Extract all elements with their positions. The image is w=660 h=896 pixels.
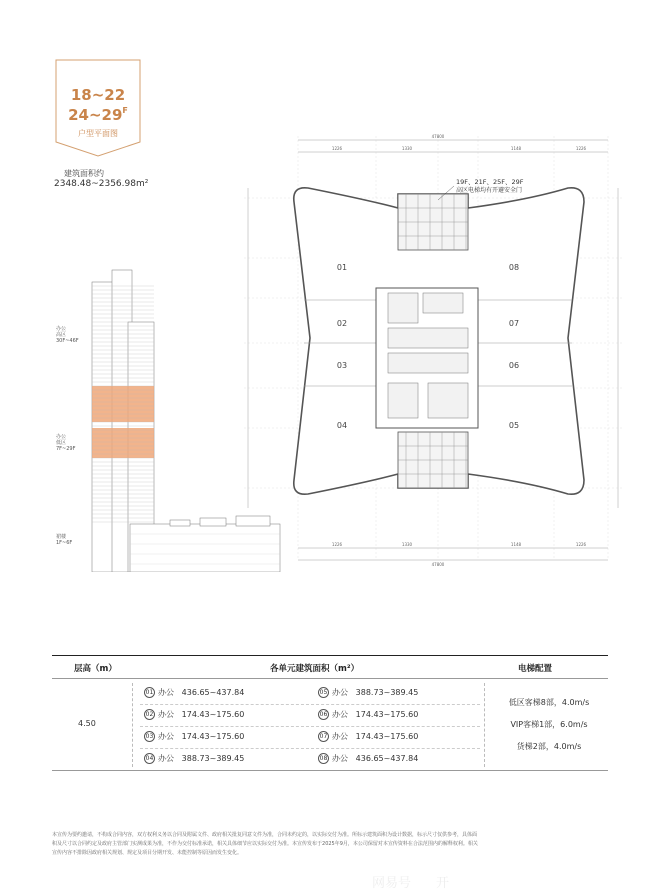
top-dim-3: 1148 (510, 146, 522, 151)
disclaimer-line2: 积及尺寸以合同约定及政府主管部门实测成果为准，不作为交付标准承诺，相关具体细节应以实际交付为准。本宣传发布于2025年9月，本公司保留对本宣传资料在合法范围内的解释权利。相关 (52, 841, 478, 847)
unit-row-06: 06 办公 174.43~175.60 (319, 710, 419, 719)
zone-high: 办公 高区 30F~46F (56, 326, 79, 344)
elevator-vip: VIP客梯1部，6.0m/s (510, 720, 588, 729)
unit-row-02: 02 办公 174.43~175.60 (145, 710, 245, 719)
zone-low: 办公 低区 7F~29F (56, 434, 76, 452)
top-total-dim: 47800 (431, 134, 445, 139)
unit-row-01: 01 办公 436.65~437.84 (145, 688, 245, 697)
unit-label-02: 02 (336, 319, 348, 328)
unit-row-03: 03 办公 174.43~175.60 (145, 732, 245, 741)
unit-row-08: 08 办公 436.65~437.84 (319, 754, 419, 763)
header-unit-area: 各单元建筑面积（m²） (270, 664, 360, 674)
unit-row-04: 04 办公 388.73~389.45 (145, 754, 245, 763)
table-body (52, 679, 608, 771)
floor-plan (238, 128, 638, 568)
unit-label-08: 08 (508, 263, 520, 272)
bottom-dim-4: 1226 (575, 542, 587, 547)
watermark-part3: 搜狐号@搜狐焦点衡山站 (464, 874, 597, 888)
watermark-part1: 网易号 (372, 876, 412, 891)
area-label: 建筑面积约 (64, 169, 104, 178)
top-dim-4: 1226 (575, 146, 587, 151)
unit-row-07: 07 办公 174.43~175.60 (319, 732, 419, 741)
bottom-dim-1: 1226 (331, 542, 343, 547)
watermark (368, 864, 660, 896)
elevator-low: 低区客梯8部，4.0m/s (508, 698, 590, 707)
floor-height-value: 4.50 (78, 719, 96, 728)
plan-annotation-line1: 19F、21F、25F、29F (456, 178, 524, 186)
unit-label-06: 06 (508, 361, 520, 370)
badge-subtitle: 户型平面图 (78, 129, 118, 138)
area-value: 2348.48~2356.98m² (54, 179, 149, 189)
table-header (52, 655, 608, 679)
watermark-part2: 开 (436, 876, 450, 891)
disclaimer-line1: 本宣传为要约邀请，不构成合同内容，双方权利义务以合同及附属文件、政府相关批复同意文件为准，合同未约定的，以实际交付为准。所标示建筑面积为设计数据，标示尺寸仅供参考，具体面 (52, 832, 478, 838)
floor-plan-drawing (238, 128, 638, 568)
header-floor-height: 层高（m） (74, 664, 117, 674)
badge-floors-line2: $24\sim 29^F$ (68, 106, 128, 124)
bottom-dim-3: 1148 (510, 542, 522, 547)
plan-annotation-line2: 高区电梯均有开避安全门 (456, 187, 523, 194)
top-dim-1: 1226 (331, 146, 343, 151)
bottom-dim-2: 1330 (401, 542, 413, 547)
unit-row-05: 05 办公 388.73~389.45 (319, 688, 419, 697)
unit-label-03: 03 (336, 361, 348, 370)
disclaimer-line3: 宣传内容不排除因政府相关规划、规定及项目分期开发、未能控制等原因而发生变化。 (52, 850, 243, 856)
unit-label-01: 01 (336, 263, 348, 272)
bottom-total-dim: 47800 (431, 562, 445, 567)
unit-label-05: 05 (508, 421, 520, 430)
unit-label-07: 07 (508, 319, 520, 328)
badge-floors-line1: 18~22 (70, 86, 126, 104)
unit-label-04: 04 (336, 421, 348, 430)
floor-badge (54, 58, 142, 158)
zone-podium: 裙楼 1F~6F (56, 534, 73, 546)
top-dim-2: 1330 (401, 146, 413, 151)
elevator-freight: 货梯2部，4.0m/s (516, 742, 582, 751)
header-elevator: 电梯配置 (518, 664, 553, 674)
